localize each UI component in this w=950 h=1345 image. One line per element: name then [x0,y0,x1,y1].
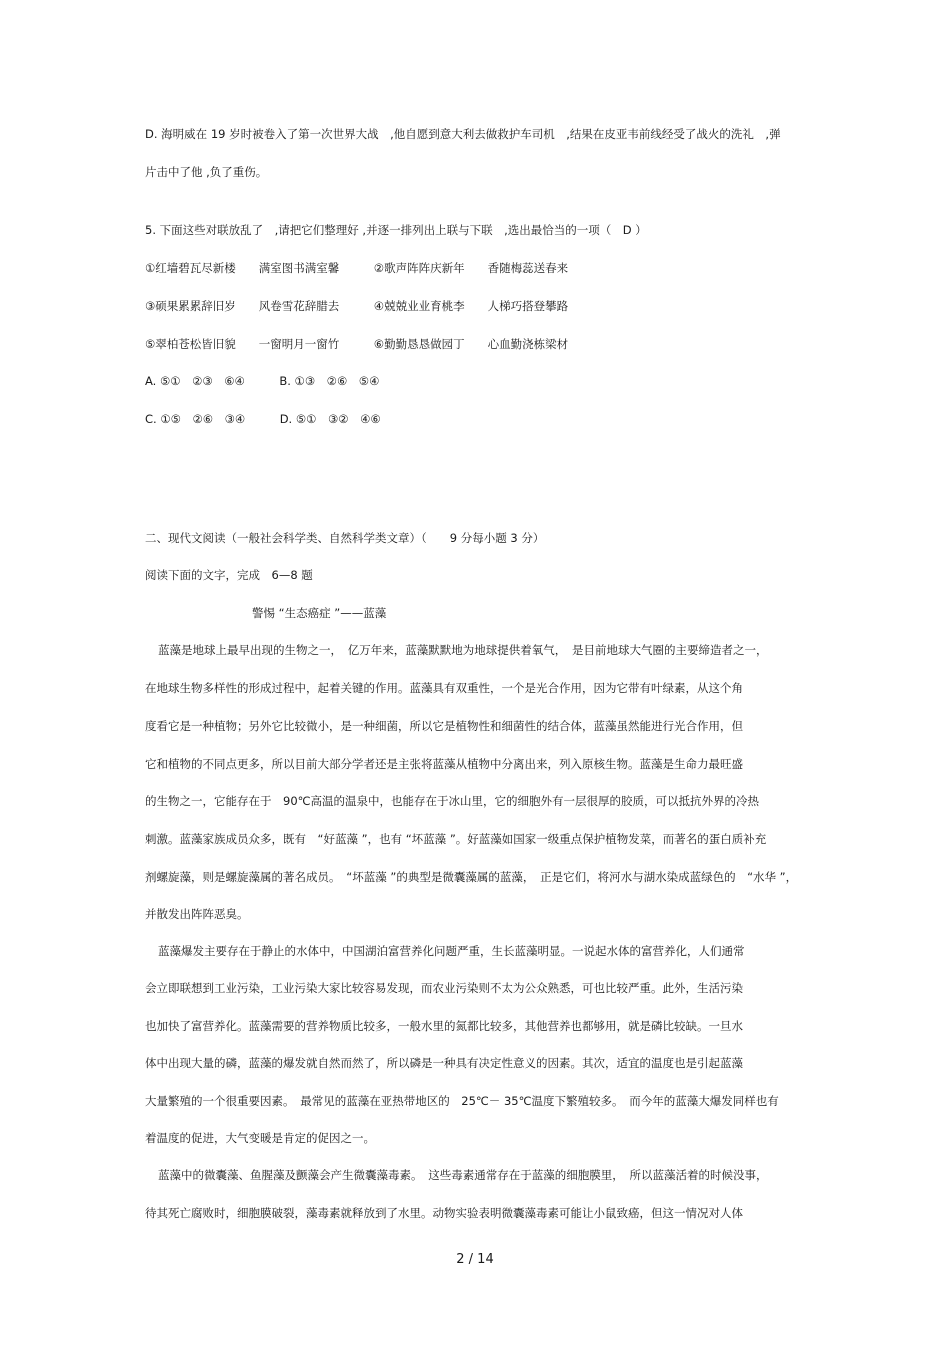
paragraph-line: 待其死亡腐败时，细胞膜破裂，藻毒素就释放到了水里。动物实验表明微囊藻毒素可能让小鼠致癌，但这一情况对人体 [145,1206,743,1220]
question5-stem: 5. 下面这些对联放乱了 ,请把它们整理好 ,并逐一排列出上联与下联 ,选出最恰当的一项（ D ） [145,223,647,237]
couplets-row-1: ①红墙碧瓦尽新楼 满室图书满室馨 ②歌声阵阵庆新年 香随梅蕊送春来 [145,261,569,275]
paragraph-line: 会立即联想到工业污染，工业污染大家比较容易发现，而农业污染则不太为公众熟悉，可也比较严重。此外，生活污染 [145,981,743,995]
couplets-row-3: ⑤翠柏苍松皆旧貌 一窗明月一窗竹 ⑥勤勤恳恳做园丁 心血勤浇栋梁材 [145,337,569,351]
paragraph-line: 度看它是一种植物；另外它比较微小，是一种细菌，所以它是植物性和细菌性的结合体，蓝藻虽然能进行光合作用，但 [145,719,743,733]
paragraph-line: 蓝藻是地球上最早出现的生物之一， 亿万年来，蓝藻默默地为地球提供着氧气， 是目前地球大气圈的主要缔造者之一， [158,643,768,657]
paragraph-line: 刺激。蓝藻家族成员众多，既有 “好蓝藻 ”，也有 “坏蓝藻 ”。好蓝藻如国家一级重点保护植物发菜，而著名的蛋白质补充 [145,832,767,846]
paragraph-line: 蓝藻爆发主要存在于静止的水体中，中国湖泊富营养化问题严重，生长蓝藻明显。一说起水体的富营养化，人们通常 [158,944,745,958]
option-d-line-1: D. 海明威在 19 岁时被卷入了第一次世界大战 ,他自愿到意大利去做救护车司机 ,结果在皮亚韦前线经受了战火的洗礼 ,弹 [145,127,781,141]
paragraph-line: 蓝藻中的微囊藻、鱼腥藻及颤藻会产生微囊藻毒素。 这些毒素通常存在于蓝藻的细胞膜里， 所以蓝藻活着的时候没事， [158,1168,768,1182]
paragraph-line: 体中出现大量的磷，蓝藻的爆发就自然而然了，所以磷是一种具有决定性意义的因素。其次，适宜的温度也是引起蓝藻 [145,1056,743,1070]
paragraph-line: 并散发出阵阵恶臭。 [145,907,249,921]
paragraph-line: 的生物之一，它能存在于 90℃高温的温泉中，也能存在于冰山里，它的细胞外有一层很厚的胶质，可以抵抗外界的冷热 [145,794,760,808]
choices-a-b: A. ⑤① ②③ ⑥④ B. ①③ ②⑥ ⑤④ [145,374,380,388]
paragraph-line: 剂螺旋藻，则是螺旋藻属的著名成员。 “坏蓝藻 ”的典型是微囊藻属的蓝藻， 正是它们，将河水与湖水染成蓝绿色的 “水华 ”， [145,870,798,884]
paragraph-line: 着温度的促进，大气变暖是肯定的促因之一。 [145,1131,375,1145]
paragraph-line: 大量繁殖的一个很重要因素。 最常见的蓝藻在亚热带地区的 25℃－ 35℃温度下繁殖较多。 而今年的蓝藻大爆发同样也有 [145,1094,779,1108]
option-d-line-2: 片击中了他 ,负了重伤。 [145,165,268,179]
article-title: 警惕 “生态癌症 ”——蓝藻 [252,606,387,620]
paragraph-line: 在地球生物多样性的形成过程中，起着关键的作用。蓝藻具有双重性，一个是光合作用，因为它带有叶绿素，从这个角 [145,681,743,695]
choices-c-d: C. ①⑤ ②⑥ ③④ D. ⑤① ③② ④⑥ [145,412,381,426]
reading-instruction: 阅读下面的文字，完成 6—8 题 [145,568,313,582]
couplets-row-2: ③硕果累累辞旧岁 风卷雪花辞腊去 ④兢兢业业育桃李 人梯巧搭登攀路 [145,299,569,313]
page-number: 2 / 14 [456,1252,494,1267]
paragraph-line: 它和植物的不同点更多，所以目前大部分学者还是主张将蓝藻从植物中分离出来，列入原核生物。蓝藻是生命力最旺盛 [145,757,743,771]
section-heading: 二、现代文阅读（一般社会科学类、自然科学类文章）（ 9 分每小题 3 分） [145,531,545,545]
paragraph-line: 也加快了富营养化。蓝藻需要的营养物质比较多，一般水里的氮都比较多，其他营养也都够用，就是磷比较缺。一旦水 [145,1019,743,1033]
